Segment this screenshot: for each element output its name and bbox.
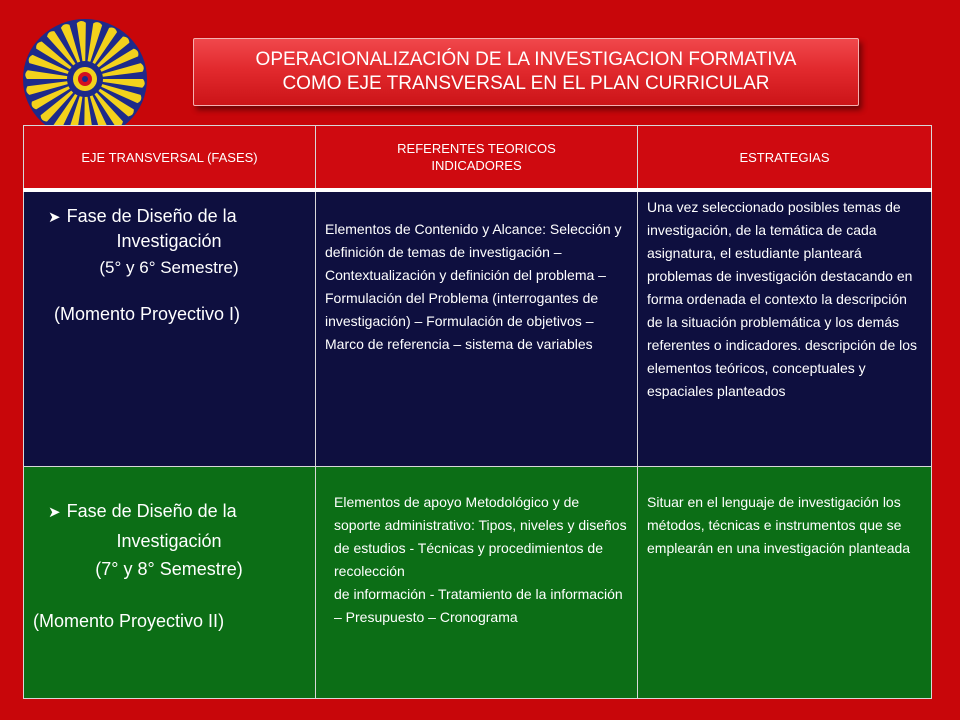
phase-cell xyxy=(24,190,316,467)
strategies-cell xyxy=(638,190,932,467)
header-eje-transversal: EJE TRANSVERSAL (FASES) xyxy=(24,126,316,191)
table-header-row xyxy=(24,126,932,191)
curriculum-table xyxy=(23,125,932,699)
title-banner xyxy=(193,38,859,106)
referents-cell xyxy=(316,190,638,467)
referents-cell xyxy=(316,467,638,699)
arrow-bullet-icon: ➤ xyxy=(48,209,61,226)
header-referentes-line2: INDICADORES xyxy=(431,158,522,173)
strategies-text: Situar en el lenguaje de investigación los métodos, técnicas e instrumentos que se emplearán en una investigación planteada xyxy=(647,494,911,556)
referents-text: Elementos de apoyo Metodológico y de soporte administrativo: Tipos, niveles y diseños de estudios - Técnicas y procedimientos de recolección de información - Tratamiento de la información – Presupuesto – Cronograma xyxy=(334,494,627,625)
phase-title-line2: Investigación xyxy=(116,231,222,251)
phase-title-line2: Investigación xyxy=(116,531,222,551)
title-line-1: OPERACIONALIZACIÓN DE LA INVESTIGACION FORMATIVA xyxy=(255,49,797,70)
phase-cell xyxy=(24,467,316,699)
strategies-text: Una vez seleccionado posibles temas de investigación, de la temática de cada asignatura, el estudiante planteará problemas de investigación destacando en forma ordenada el contexto la descripción de la situación problemática y los demás referentes o indicadores. descripción de los elementos teóricos, conceptuales y espaciales planteados xyxy=(647,199,918,399)
header-referentes-line1: REFERENTES TEORICOS xyxy=(397,141,556,156)
phase-title-line1: Fase de Diseño de la xyxy=(66,501,237,521)
phase-title-line1: Fase de Diseño de la xyxy=(66,206,237,226)
phase-moment: (Momento Proyectivo I) xyxy=(54,304,241,324)
phase-semester: (7° y 8° Semestre) xyxy=(95,559,243,579)
phase-semester: (5° y 6° Semestre) xyxy=(99,258,239,277)
referents-text: Elementos de Contenido y Alcance: Selección y definición de temas de investigación – Contextualización y definición del problema – Formulación del Problema (interrogantes de investigación) – Formulación de objetivos – Marco de referencia – sistema de variables xyxy=(325,221,622,352)
header-referentes xyxy=(316,126,638,191)
title-line-2: COMO EJE TRANSVERSAL EN EL PLAN CURRICULAR xyxy=(282,73,770,94)
header-estrategias: ESTRATEGIAS xyxy=(638,126,932,191)
table-row xyxy=(24,467,932,699)
university-logo-icon xyxy=(22,18,148,140)
strategies-cell xyxy=(638,467,932,699)
arrow-bullet-icon: ➤ xyxy=(48,504,61,521)
table-row xyxy=(24,190,932,467)
phase-moment: (Momento Proyectivo II) xyxy=(33,611,225,631)
